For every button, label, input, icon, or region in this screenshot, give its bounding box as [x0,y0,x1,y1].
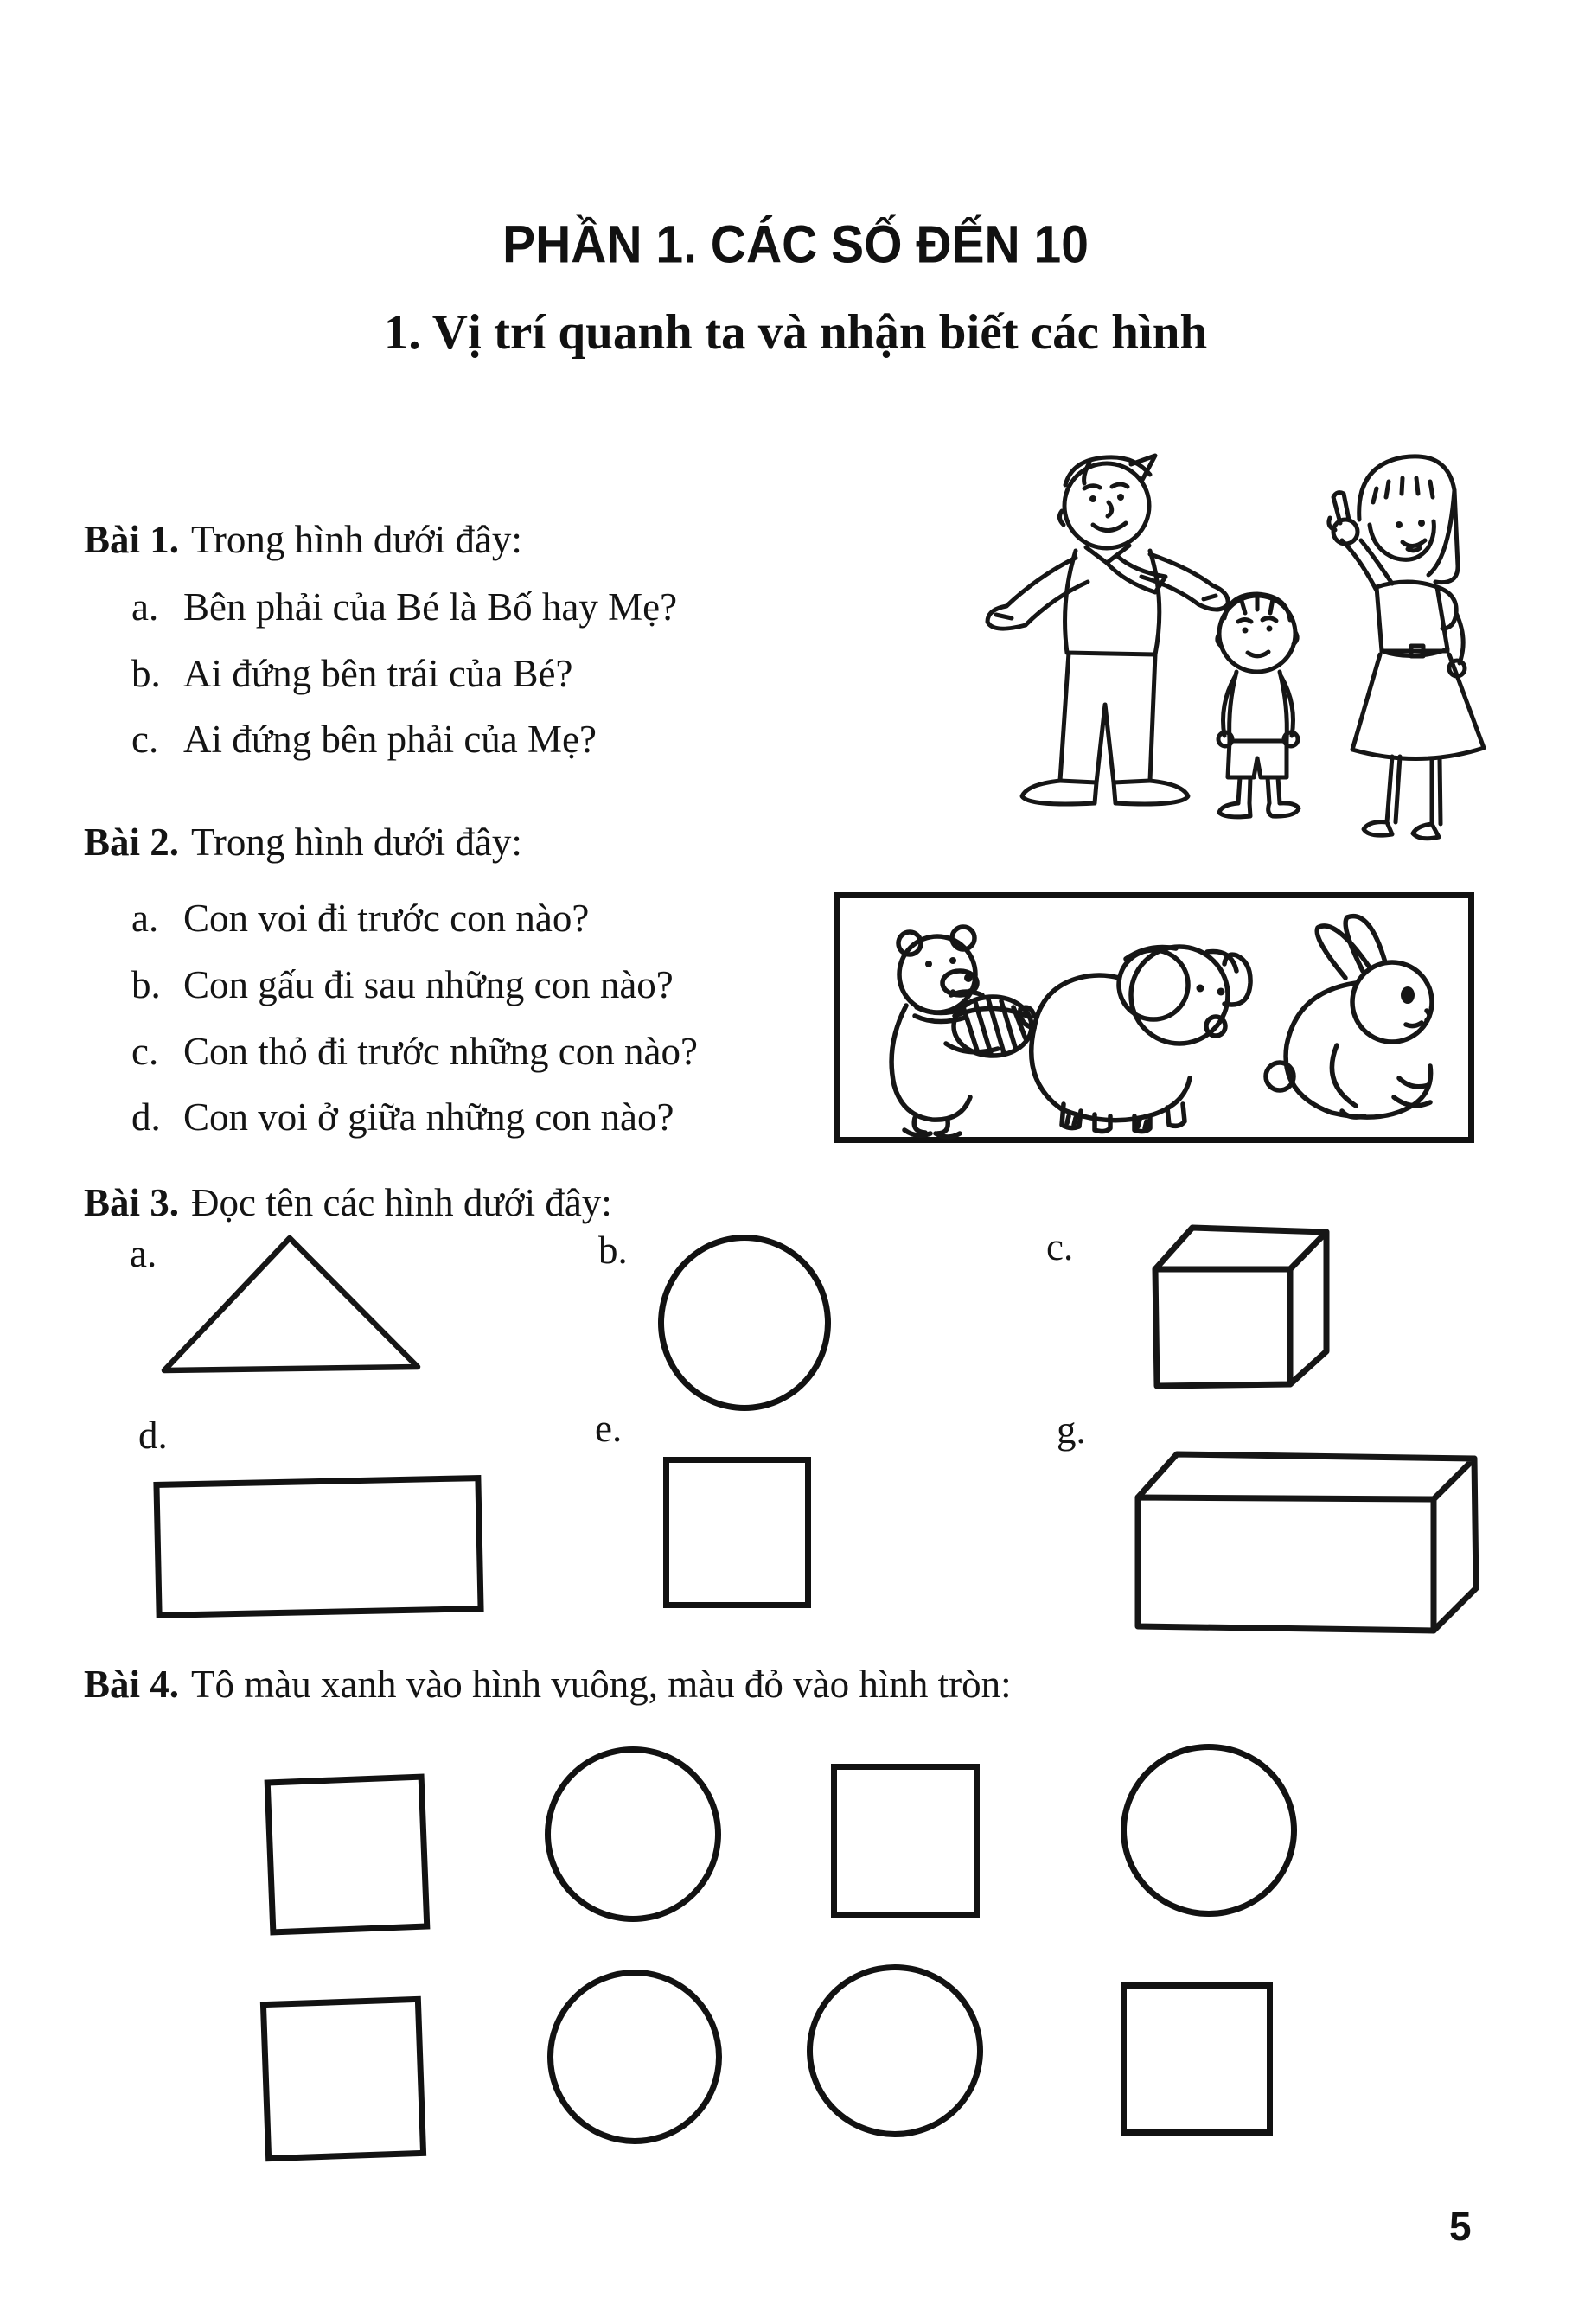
item-text: Ai đứng bên trái của Bé? [183,652,573,695]
question-item [131,717,597,762]
exercise-2-intro: Trong hình dưới đây: [191,820,522,864]
shape-label-a: a. [130,1232,157,1275]
exercise-1-heading [84,517,522,562]
exercise-1-intro: Trong hình dưới đây: [191,518,522,561]
exercise-3-intro: Đọc tên các hình dưới đây: [191,1181,612,1224]
question-item [131,962,674,1007]
item-key: c. [131,718,159,761]
elephant-drawing [1020,947,1250,1132]
item-text: Bên phải của Bé là Bố hay Mẹ? [183,585,678,629]
exercise-2-heading [84,820,522,865]
item-text: Con voi ở giữa những con nào? [183,1095,674,1139]
question-item [131,584,677,629]
shape-label-b: b. [598,1229,628,1272]
box-shape [1120,1437,1487,1644]
father-figure [987,456,1228,804]
family-illustration [986,445,1505,852]
page-title: PHẦN 1. CÁC SỐ ĐẾN 10 [502,214,1089,275]
circle-shape [1121,1744,1297,1917]
child-figure [1217,594,1299,817]
item-text: Con thỏ đi trước những con nào? [183,1030,698,1073]
shape-label-e: e. [595,1407,623,1450]
exercise-1-label: Bài 1. [84,518,180,561]
shape-label-g: g. [1057,1408,1086,1452]
square-shape [831,1764,980,1918]
question-item [131,651,572,696]
cube-shape [1143,1212,1338,1395]
square-shape [1121,1982,1273,2136]
question-item [131,1029,698,1074]
item-text: Con voi đi trước con nào? [183,897,590,940]
item-key: b. [131,963,161,1006]
square-shape [663,1457,811,1608]
triangle-shape [160,1232,428,1377]
circle-shape [547,1970,722,2144]
exercise-3-label: Bài 3. [84,1181,180,1224]
exercise-4-heading [84,1662,1012,1707]
item-key: c. [131,1030,159,1073]
item-key: b. [131,652,161,695]
circle-shape [545,1746,721,1922]
page-number: 5 [1449,2204,1472,2249]
exercise-4-intro: Tô màu xanh vào hình vuông, màu đỏ vào hình tròn: [191,1663,1012,1706]
shape-label-d: d. [138,1414,168,1457]
item-key: a. [131,585,159,629]
circle-shape [807,1964,983,2137]
mother-figure [1329,456,1484,839]
animals-box [834,892,1474,1143]
exercise-3-heading [84,1180,612,1225]
item-text: Ai đứng bên phải của Mẹ? [183,718,597,761]
rabbit-drawing [1266,916,1432,1118]
item-key: a. [131,897,159,940]
bear-drawing [891,927,1032,1137]
square-shape [260,1996,426,2161]
exercise-4-label: Bài 4. [84,1663,180,1706]
section-title: 1. Vị trí quanh ta và nhận biết các hình [383,305,1208,360]
circle-shape [658,1235,831,1411]
shape-label-c: c. [1046,1225,1074,1268]
question-item [131,1095,674,1140]
square-shape [265,1774,431,1936]
rectangle-shape [153,1475,483,1618]
item-key: d. [131,1095,161,1139]
item-text: Con gấu đi sau những con nào? [183,963,674,1006]
animals-illustration [840,898,1468,1137]
exercise-2-label: Bài 2. [84,820,180,864]
question-item [131,896,589,941]
